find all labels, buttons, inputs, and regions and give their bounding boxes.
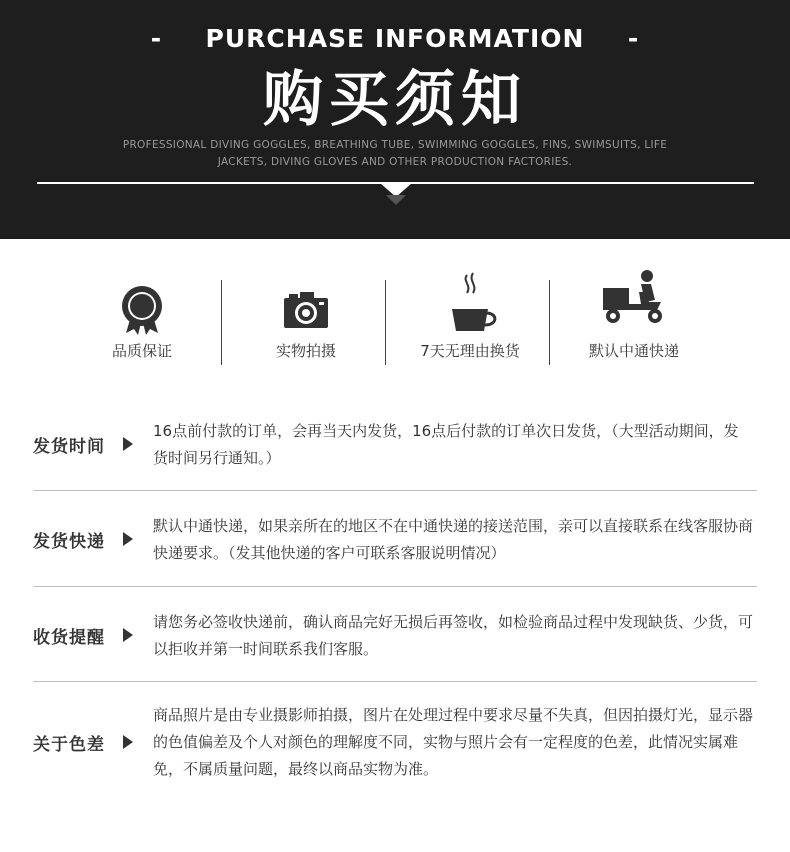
feature-divider: [549, 280, 550, 365]
section-title: 收货提醒: [33, 628, 105, 648]
caret-right-icon: [123, 735, 133, 749]
feature-label: 实物拍摄: [275, 342, 336, 360]
title-en-text: PURCHASE INFORMATION: [205, 24, 585, 53]
section-title: 关于色差: [33, 735, 105, 755]
feature-photo: [224, 280, 388, 365]
section-text: 请您务必签收快递前，确认商品完好无损后再签收，如检验商品过程中发现缺货、少货，可以拒收并第一时间联系我们客服。: [153, 613, 754, 658]
features-bar: [60, 280, 730, 365]
delivery-scooter-icon: [599, 268, 669, 328]
section-title: 发货时间: [33, 437, 105, 457]
section-divider: [33, 681, 757, 682]
title-dash-left: -: [150, 24, 163, 53]
caret-right-icon: [123, 437, 133, 451]
section-text: 商品照片是由专业摄影师拍摄，图片在处理过程中要求尽量不失真，但因拍摄灯光，显示器的色值偏差及个人对颜色的理解度不同，实物与照片会有一定程度的色差，此情况实属难免，不属质量问题，最终以商品实物为准。: [153, 706, 754, 778]
caret-right-icon: [123, 628, 133, 642]
feature-divider: [385, 280, 386, 365]
header-banner: [0, 0, 790, 239]
section-text: 默认中通快递，如果亲所在的地区不在中通快递的接送范围，亲可以直接联系在线客服协商快递要求。（发其他快递的客户可联系客服说明情况）: [153, 517, 754, 562]
section-text: 16点前付款的订单，会再当天内发货，16点后付款的订单次日发货，（大型活动期间，发货时间另行通知。）: [153, 422, 739, 467]
feature-return: [388, 280, 552, 365]
header-title-en: [0, 24, 790, 53]
section-divider: [33, 490, 757, 491]
header-title-cn: 购买须知: [263, 65, 527, 135]
section-title: 发货快递: [33, 532, 105, 552]
feature-label: 7天无理由换货: [420, 342, 520, 360]
feature-divider: [221, 280, 222, 365]
feature-label: 品质保证: [111, 342, 172, 360]
header-subtitle: PROFESSIONAL DIVING GOGGLES, BREATHING TUBE, SWIMMING GOGGLES, FINS, SWIMSUITS, LIFE JACKETS, DIVING GLOVES AND OTHER PRODUCTION FACTORIES.: [122, 139, 668, 168]
section-divider: [33, 586, 757, 587]
feature-delivery: [552, 280, 716, 365]
camera-icon: [276, 285, 336, 335]
feature-quality: [60, 280, 224, 365]
title-dash-right: -: [627, 24, 640, 53]
coffee-cup-icon: [440, 260, 500, 332]
quality-badge-icon: [112, 285, 172, 335]
chevron-down-icon: [380, 183, 412, 207]
feature-label: 默认中通快递: [588, 342, 679, 360]
caret-right-icon: [123, 532, 133, 546]
